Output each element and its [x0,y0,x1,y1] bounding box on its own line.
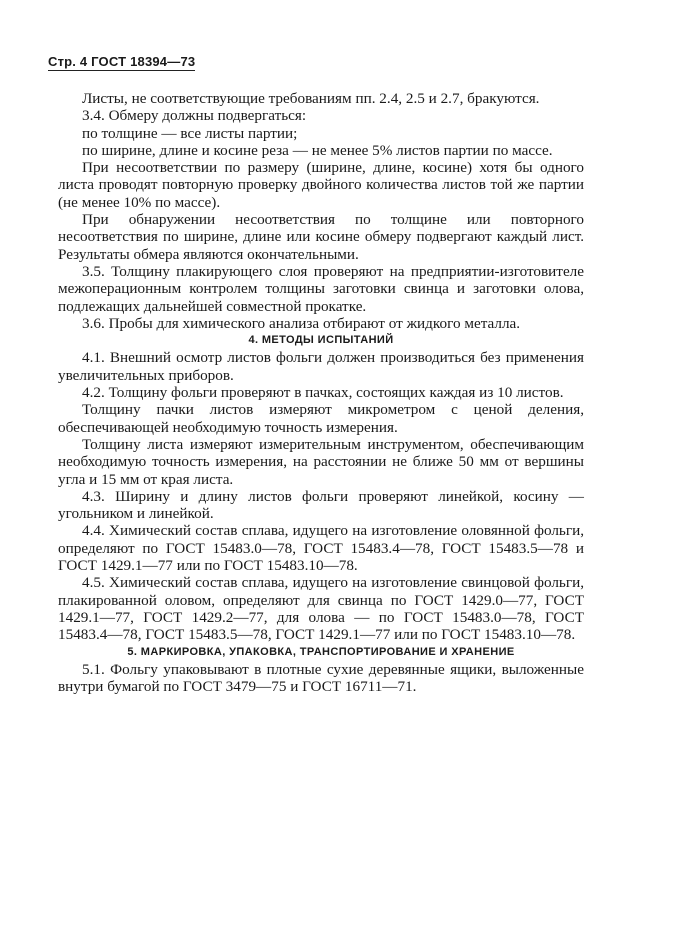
paragraph-2-7-rejection: Листы, не соответствующие требованиям пп. 2.4, 2.5 и 2.7, бракуются. [82,90,540,107]
paragraph-4-2-pack: Толщину пачки листов измеряют микрометром с ценой деления, обеспечивающей необходимую точность измерения. [58,401,584,436]
paragraph-3-4-repeat-check: При несоответствии по размеру (ширине, длине, косине) хотя бы одного листа проводят повторную проверку двойного количества листов той же партии (не менее 10% по массе). [58,159,584,211]
paragraph-5-1: 5.1. Фольгу упаковывают в плотные сухие деревянные ящики, выложенные внутри бумагой по ГОСТ 3479—75 и ГОСТ 16711—71. [58,660,584,696]
section-heading-5: 5. МАРКИРОВКА, УПАКОВКА, ТРАНСПОРТИРОВАНИЕ И ХРАНЕНИЕ [127,645,515,658]
paragraph-3-4-thickness: по толщине — все листы партии; [82,124,298,142]
paragraph-3-6: 3.6. Пробы для химического анализа отбирают от жидкого металла. [82,314,521,332]
paragraph-3-4-width: по ширине, длине и косине реза — не менее 5% листов партии по массе. [82,141,553,159]
section-heading-4: 4. МЕТОДЫ ИСПЫТАНИЙ [248,334,394,347]
paragraph-3-4: 3.4. Обмеру должны подвергаться: [82,107,307,125]
paragraph-3-5: 3.5. Толщину плакирующего слоя проверяют на предприятии-изготовителе межоперационным контролем толщины заготовки свинца и заготовки олова, подлежащих дальнейшей совместной прокатке. [58,262,584,315]
paragraph-4-1: 4.1. Внешний осмотр листов фольги должен производиться без применения увеличительных приборов. [58,349,584,384]
paragraph-4-3: 4.3. Ширину и длину листов фольги проверяют линейкой, косину — угольником и линейкой. [58,487,584,523]
paragraph-3-4-final: При обнаружении несоответствия по толщине или повторного несоответствия по ширине, длине или косине обмеру подвергают каждый лист. Результаты обмера являются окончательными. [58,211,584,263]
paragraph-4-2: 4.2. Толщину фольги проверяют в пачках, состоящих каждая из 10 листов. [82,384,564,402]
paragraph-4-5: 4.5. Химический состав сплава, идущего на изготовление свинцовой фольги, плакированной оловом, определяют для свинца по ГОСТ 1429.0—77, ГОСТ 1429.1—77, ГОСТ 1429.2—77, для олова — по ГОСТ 15483.0—78, ГОСТ 15483.4—78, ГОСТ 15483.5—78, ГОСТ 1429.1—77 или по ГОСТ 15483.10—78. [58,574,584,644]
paragraph-4-2-sheet: Толщину листа измеряют измерительным инструментом, обеспечивающим необходимую точность измерения, на расстоянии не ближе 50 мм от вершины угла и 15 мм от края листа. [58,435,584,488]
document-body [58,90,584,695]
page-header: Стр. 4 ГОСТ 18394—73 [48,54,196,69]
paragraph-4-4: 4.4. Химический состав сплава, идущего на изготовление оловянной фольги, определяют по ГОСТ 15483.0—78, ГОСТ 15483.4—78, ГОСТ 15483.5—78 и ГОСТ 1429.1—77 или по ГОСТ 15483.10—78. [58,522,584,575]
